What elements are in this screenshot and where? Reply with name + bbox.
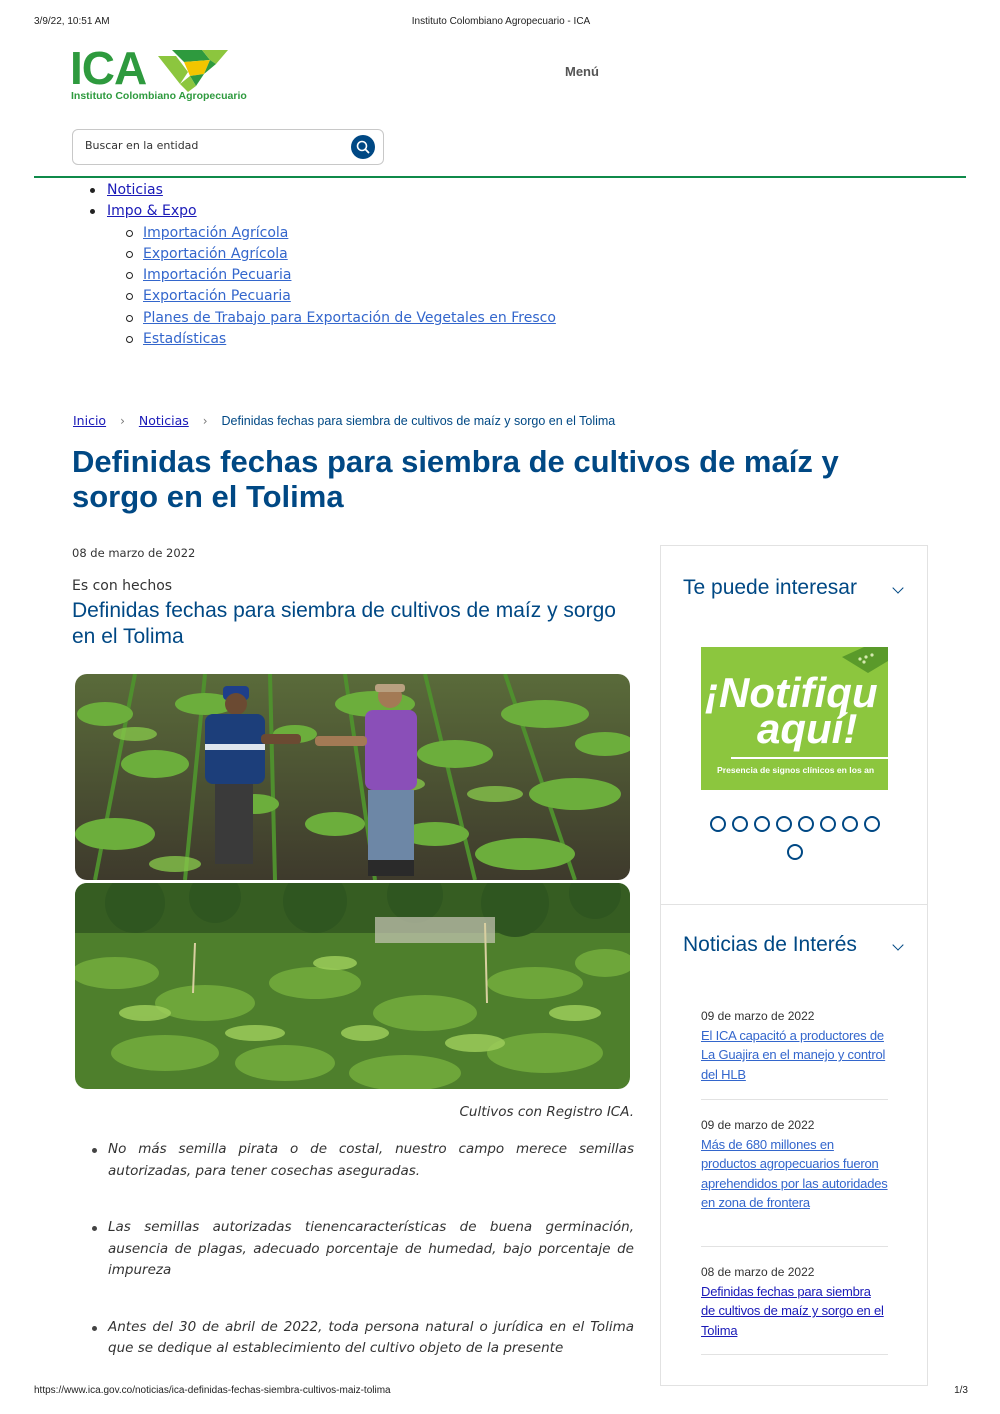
article-photo-handshake — [75, 674, 630, 880]
news-divider — [701, 1099, 888, 1100]
logo-mark-icon — [158, 48, 230, 92]
chevron-right-icon: › — [202, 414, 208, 428]
nav-item-noticias — [90, 180, 556, 201]
carousel-dot[interactable] — [754, 816, 770, 832]
chevron-down-icon[interactable] — [892, 939, 903, 950]
article-subtitle: Definidas fechas para siembra de cultivos de maíz y sorgo en el Tolima — [72, 599, 616, 648]
carousel-dot[interactable] — [820, 816, 836, 832]
nav-link-impo-expo[interactable]: Impo & Expo — [107, 203, 197, 220]
bullet-icon — [90, 209, 95, 214]
print-footer — [34, 1385, 968, 1396]
banner-line1: ¡Notifiqu — [705, 669, 878, 716]
article-photo-field — [75, 883, 630, 1089]
carousel-dot[interactable] — [787, 844, 803, 860]
news-date: 09 de marzo de 2022 — [701, 1118, 815, 1132]
banner-line3: Presencia de signos clínicos en los an — [717, 765, 875, 775]
logo-subtitle: Instituto Colombiano Agropecuario — [71, 90, 247, 102]
sidebar-interest-panel — [660, 545, 928, 905]
print-datetime: 3/9/22, 10:51 AM — [34, 16, 110, 27]
list-item — [90, 1317, 634, 1360]
carousel-dot[interactable] — [710, 816, 726, 832]
notify-banner[interactable] — [701, 647, 888, 790]
breadcrumb-section-link[interactable]: Noticias — [138, 413, 189, 428]
news-item — [701, 1009, 888, 1084]
bullet-icon — [90, 188, 95, 193]
news-date: 08 de marzo de 2022 — [701, 1265, 815, 1279]
page-title: Definidas fechas para siembra de cultivos de maíz y sorgo en el Tolima — [72, 444, 839, 514]
logo-text: ICA — [70, 42, 147, 94]
circle-bullet-icon — [126, 272, 133, 279]
nav-subitem — [126, 223, 556, 244]
circle-bullet-icon — [126, 230, 133, 237]
circle-bullet-icon — [126, 336, 133, 343]
print-title: Instituto Colombiano Agropecuario - ICA — [411, 16, 591, 27]
bullet-icon — [92, 1226, 97, 1231]
news-date: 09 de marzo de 2022 — [701, 1009, 815, 1023]
chevron-right-icon: › — [120, 414, 125, 428]
article-kicker: Es con hechos — [72, 578, 173, 594]
bullet-icon — [92, 1326, 97, 1331]
search-box — [72, 129, 384, 165]
nav-item-impo-expo — [90, 201, 556, 222]
list-item — [90, 1139, 634, 1182]
header-divider — [34, 176, 966, 178]
nav-link-noticias[interactable]: Noticias — [107, 182, 163, 198]
bullet-icon — [92, 1148, 97, 1153]
news-item — [701, 1118, 888, 1212]
nav-subitem — [126, 265, 556, 286]
search-input[interactable] — [83, 138, 337, 153]
bullet-text: No más semilla pirata o de costal, nuestro campo merece semillas autorizadas, para tener cosechas aseguradas. — [108, 1141, 634, 1179]
chevron-down-icon[interactable] — [892, 582, 903, 593]
nav-subitem — [126, 286, 556, 307]
banner-divider — [731, 757, 888, 759]
sidebar-news-title: Noticias de Interés — [683, 933, 857, 956]
bullet-text: Antes del 30 de abril de 2022, toda persona natural o jurídica en el Tolima que se dedique al establecimiento del cultivo objeto de la presente — [108, 1318, 634, 1356]
main-nav — [90, 180, 556, 350]
nav-submenu — [90, 223, 556, 351]
photo-caption: Cultivos con Registro ICA. — [459, 1104, 634, 1120]
article-date: 08 de marzo de 2022 — [72, 546, 196, 560]
search-icon — [351, 135, 375, 159]
carousel-dots — [701, 809, 888, 865]
breadcrumb-current: Definidas fechas para siembra de cultivos de maíz y sorgo en el Tolima — [221, 414, 616, 428]
nav-link-importacion-pecuaria[interactable]: Importación Pecuaria — [143, 267, 292, 284]
nav-subitem — [126, 308, 556, 329]
carousel-dot[interactable] — [864, 816, 880, 832]
circle-bullet-icon — [126, 315, 133, 322]
bullet-text: Las semillas autorizadas tienencaracterísticas de buena germinación, ausencia de plagas, adecuado porcentaje de humedad, bajo porcentaje de impureza — [108, 1219, 634, 1278]
news-link[interactable]: El ICA capacitó a productores de La Guajira en el manejo y control del HLB — [701, 1028, 886, 1082]
print-url: https://www.ica.gov.co/noticias/ica-definidas-fechas-siembra-cultivos-maiz-tolima — [34, 1385, 391, 1396]
breadcrumb — [73, 413, 615, 428]
nav-link-importacion-agricola[interactable]: Importación Agrícola — [143, 224, 289, 241]
nav-link-estadisticas[interactable]: Estadísticas — [143, 331, 227, 348]
nav-link-exportacion-agricola[interactable]: Exportación Agrícola — [143, 245, 288, 262]
sidebar-news-panel — [660, 904, 928, 1386]
article-bullets — [90, 1139, 634, 1360]
print-page-number: 1/3 — [954, 1385, 968, 1396]
nav-subitem — [126, 244, 556, 265]
search-button[interactable] — [351, 135, 375, 159]
news-divider — [701, 1354, 888, 1355]
news-link[interactable]: Definidas fechas para siembra de cultivos de maíz y sorgo en el Tolima — [701, 1284, 884, 1338]
menu-button[interactable]: Menú — [565, 64, 599, 79]
news-link[interactable]: Más de 680 millones en productos agropecuarios fueron aprehendidos por las autoridades en zona de frontera — [701, 1137, 888, 1210]
carousel-dot[interactable] — [798, 816, 814, 832]
ica-logo[interactable] — [70, 42, 247, 104]
carousel-dot[interactable] — [732, 816, 748, 832]
circle-bullet-icon — [126, 251, 133, 258]
carousel-dot[interactable] — [776, 816, 792, 832]
list-item — [90, 1217, 634, 1282]
carousel-dot[interactable] — [842, 816, 858, 832]
news-item — [701, 1265, 888, 1340]
breadcrumb-home-link[interactable]: Inicio — [73, 413, 107, 428]
banner-line2: aquí! — [757, 705, 858, 752]
news-divider — [701, 1246, 888, 1247]
sidebar-interest-title: Te puede interesar — [683, 576, 857, 599]
nav-subitem — [126, 329, 556, 350]
nav-link-exportacion-pecuaria[interactable]: Exportación Pecuaria — [143, 288, 291, 305]
circle-bullet-icon — [126, 293, 133, 300]
nav-link-planes-de-trabajo[interactable]: Planes de Trabajo para Exportación de Vegetales en Fresco — [143, 309, 556, 326]
